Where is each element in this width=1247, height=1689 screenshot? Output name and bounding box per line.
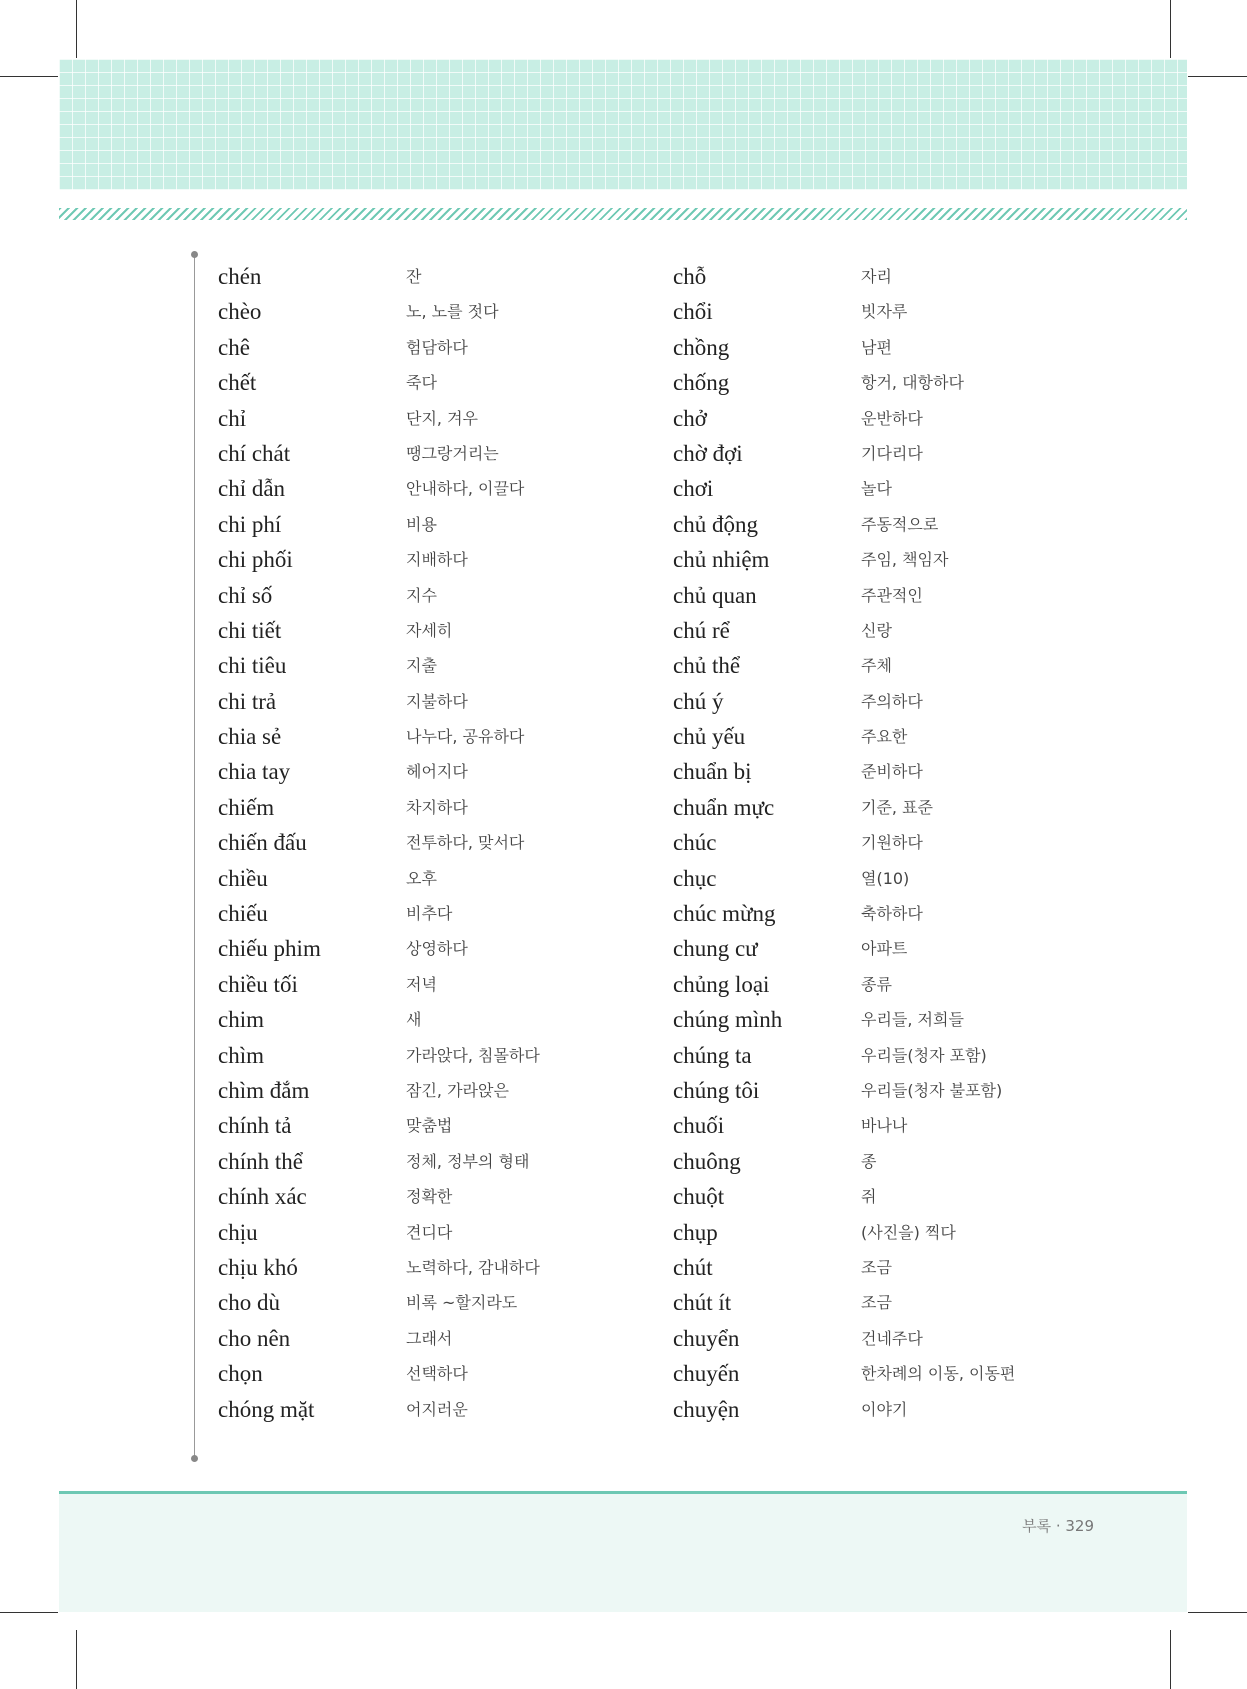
korean-meaning: 한차례의 이동, 이동편 (861, 1364, 1016, 1384)
vietnamese-word: chút (673, 1254, 713, 1280)
vietnamese-word: chịu khó (218, 1254, 298, 1280)
korean-meaning: 저녁 (406, 974, 437, 994)
vietnamese-word: chủ nhiệm (673, 547, 770, 573)
vietnamese-word: chú ý (673, 688, 724, 714)
vietnamese-word: chúng ta (673, 1042, 752, 1068)
crop-mark-right-top (1188, 76, 1247, 77)
korean-meaning: 비용 (406, 514, 437, 534)
korean-meaning: 주요한 (861, 727, 908, 747)
korean-meaning: 우리들(청자 불포함) (861, 1080, 1003, 1100)
vietnamese-word: chúng tôi (673, 1077, 760, 1103)
korean-meaning: 정확한 (406, 1187, 453, 1207)
vietnamese-word: chồng (673, 334, 730, 360)
korean-meaning: 건네주다 (861, 1328, 923, 1348)
vietnamese-word: chỉ số (218, 582, 273, 608)
korean-meaning: 쥐 (861, 1187, 877, 1207)
vietnamese-word: chú rể (673, 617, 730, 643)
vietnamese-word: chủng loại (673, 971, 770, 997)
vietnamese-word: chút ít (673, 1290, 732, 1316)
vietnamese-word: chung cư (673, 936, 758, 962)
korean-meaning: 상영하다 (406, 939, 468, 959)
vietnamese-word: chê (218, 334, 250, 360)
korean-meaning: 주임, 책임자 (861, 550, 949, 570)
vietnamese-word: chờ đợi (673, 440, 743, 466)
vietnamese-word: chuẩn bị (673, 759, 752, 785)
crop-mark-bottom-right (1170, 1630, 1171, 1689)
vietnamese-word: chủ quan (673, 582, 757, 608)
vietnamese-word: chủ thể (673, 653, 741, 679)
vietnamese-word: chuông (673, 1148, 741, 1174)
korean-meaning: 자세히 (406, 620, 453, 640)
vietnamese-word: chóng mặt (218, 1396, 315, 1422)
header-hatch-stripe (59, 208, 1187, 220)
vietnamese-word: chìm (218, 1042, 264, 1068)
vietnamese-word: chỗ (673, 264, 707, 289)
korean-meaning: 주관적인 (861, 585, 923, 605)
page-number: 부록 · 329 (1022, 1517, 1094, 1535)
korean-meaning: 나누다, 공유하다 (406, 727, 525, 747)
vietnamese-word: chuyện (673, 1396, 740, 1422)
vietnamese-word: chở (673, 405, 707, 431)
vietnamese-word: chết (218, 370, 257, 396)
korean-meaning: 자리 (861, 267, 892, 286)
korean-meaning: 험담하다 (406, 337, 468, 357)
crop-mark-bottom-left (76, 1630, 77, 1689)
korean-meaning: 잔 (406, 267, 422, 286)
vietnamese-word: chuột (673, 1184, 725, 1210)
vietnamese-word: chỉ dẫn (218, 476, 286, 502)
vietnamese-word: chi tiêu (218, 653, 287, 679)
korean-meaning: 지수 (406, 585, 437, 605)
korean-meaning: 운반하다 (861, 408, 923, 428)
vietnamese-word: chúc mừng (673, 901, 776, 927)
korean-meaning: 주의하다 (861, 691, 923, 711)
korean-meaning: 잠긴, 가라앉은 (406, 1080, 509, 1100)
vietnamese-word: chia sẻ (218, 724, 282, 750)
korean-meaning: 지불하다 (406, 691, 468, 711)
vietnamese-word: chi phối (218, 547, 293, 573)
korean-meaning: 정체, 정부의 형태 (406, 1151, 530, 1171)
vietnamese-word: chính xác (218, 1184, 307, 1210)
korean-meaning: 땡그랑거리는 (406, 443, 499, 463)
vietnamese-word: chiều (218, 865, 268, 891)
vietnamese-word: chụp (673, 1219, 718, 1245)
vietnamese-word: chuyển (673, 1325, 740, 1351)
vietnamese-word: chống (673, 370, 730, 396)
vietnamese-word: chơi (673, 476, 714, 502)
korean-meaning: 기다리다 (861, 443, 923, 463)
vietnamese-word: chiếm (218, 794, 275, 820)
vietnamese-word: chủ động (673, 511, 758, 537)
vietnamese-word: chuẩn mực (673, 794, 775, 820)
vietnamese-word: chí chát (218, 440, 291, 466)
korean-meaning: 기준, 표준 (861, 797, 933, 817)
korean-meaning: 주동적으로 (861, 514, 939, 534)
korean-meaning: 남편 (861, 337, 892, 357)
korean-meaning: 주체 (861, 656, 892, 676)
crop-mark-left-bottom (0, 1612, 58, 1613)
korean-meaning: 죽다 (406, 373, 437, 393)
korean-meaning: 이야기 (861, 1399, 908, 1419)
vietnamese-word: chi phí (218, 511, 282, 537)
korean-meaning: 축하하다 (861, 904, 923, 924)
vietnamese-word: chổi (673, 299, 713, 325)
korean-meaning: 오후 (406, 868, 437, 888)
vietnamese-word: cho nên (218, 1325, 291, 1351)
vietnamese-word: chính tả (218, 1113, 292, 1139)
korean-meaning: 전투하다, 맞서다 (406, 833, 525, 853)
crop-mark-top-left (76, 0, 77, 58)
korean-meaning: 헤어지다 (406, 762, 468, 782)
vietnamese-word: chúc (673, 830, 717, 856)
footer-band (59, 1494, 1187, 1612)
korean-meaning: 선택하다 (406, 1364, 468, 1384)
vietnamese-word: chịu (218, 1219, 258, 1245)
vietnamese-word: cho dù (218, 1290, 280, 1316)
korean-meaning: 안내하다, 이끌다 (406, 479, 525, 499)
korean-meaning: 조금 (861, 1293, 892, 1313)
vietnamese-word: chén (218, 264, 262, 289)
korean-meaning: 항거, 대항하다 (861, 373, 964, 393)
rule-dot-top (191, 251, 198, 258)
korean-meaning: 가라앉다, 침몰하다 (406, 1045, 540, 1065)
korean-meaning: 지배하다 (406, 550, 468, 570)
korean-meaning: 준비하다 (861, 762, 923, 782)
korean-meaning: 노력하다, 감내하다 (406, 1257, 540, 1277)
korean-meaning: 맞춤법 (406, 1116, 453, 1136)
korean-meaning: 노, 노를 젓다 (406, 302, 499, 322)
crop-mark-right-bottom (1188, 1612, 1247, 1613)
korean-meaning: 종 (861, 1151, 877, 1171)
korean-meaning: (사진을) 찍다 (861, 1222, 956, 1242)
vietnamese-word: chia tay (218, 759, 291, 785)
vietnamese-word: chính thể (218, 1148, 303, 1174)
korean-meaning: 바나나 (861, 1116, 908, 1136)
vietnamese-word: chuyến (673, 1361, 740, 1387)
korean-meaning: 비추다 (406, 904, 453, 924)
korean-meaning: 신랑 (861, 620, 892, 640)
vertical-rule (194, 254, 195, 1458)
korean-meaning: 열(10) (861, 868, 910, 888)
korean-meaning: 견디다 (406, 1222, 453, 1242)
vietnamese-word: chỉ (218, 405, 247, 431)
vietnamese-word: chuối (673, 1113, 725, 1139)
vietnamese-word: chọn (218, 1361, 263, 1387)
korean-meaning: 우리들, 저희들 (861, 1010, 964, 1030)
vietnamese-word: chủ yếu (673, 724, 746, 750)
vietnamese-word: chèo (218, 299, 262, 325)
vietnamese-word: chi trả (218, 688, 277, 714)
korean-meaning: 차지하다 (406, 797, 468, 817)
korean-meaning: 빗자루 (861, 302, 908, 322)
korean-meaning: 비록 ~할지라도 (406, 1293, 518, 1313)
vietnamese-word: chìm đắm (218, 1077, 310, 1103)
vietnamese-word: chiến đấu (218, 830, 307, 856)
korean-meaning: 조금 (861, 1257, 892, 1277)
header-grid-band (59, 59, 1187, 190)
vietnamese-word: chiều tối (218, 971, 298, 997)
korean-meaning: 그래서 (406, 1328, 453, 1348)
korean-meaning: 새 (406, 1010, 422, 1030)
korean-meaning: 놀다 (861, 479, 892, 499)
vietnamese-word: chim (218, 1007, 264, 1033)
korean-meaning: 아파트 (861, 939, 908, 959)
korean-meaning: 우리들(청자 포함) (861, 1045, 987, 1065)
korean-meaning: 지출 (406, 656, 437, 676)
vietnamese-word: chục (673, 865, 717, 891)
vietnamese-word: chi tiết (218, 617, 282, 643)
korean-meaning: 기원하다 (861, 833, 923, 853)
crop-mark-left-top (0, 76, 58, 77)
korean-meaning: 종류 (861, 974, 892, 994)
rule-dot-bottom (191, 1455, 198, 1462)
vietnamese-word: chiếu phim (218, 936, 321, 962)
korean-meaning: 단지, 겨우 (406, 408, 478, 428)
vietnamese-word: chiếu (218, 901, 268, 927)
vietnamese-word: chúng mình (673, 1007, 783, 1033)
crop-mark-top-right (1170, 0, 1171, 58)
korean-meaning: 어지러운 (406, 1399, 468, 1419)
